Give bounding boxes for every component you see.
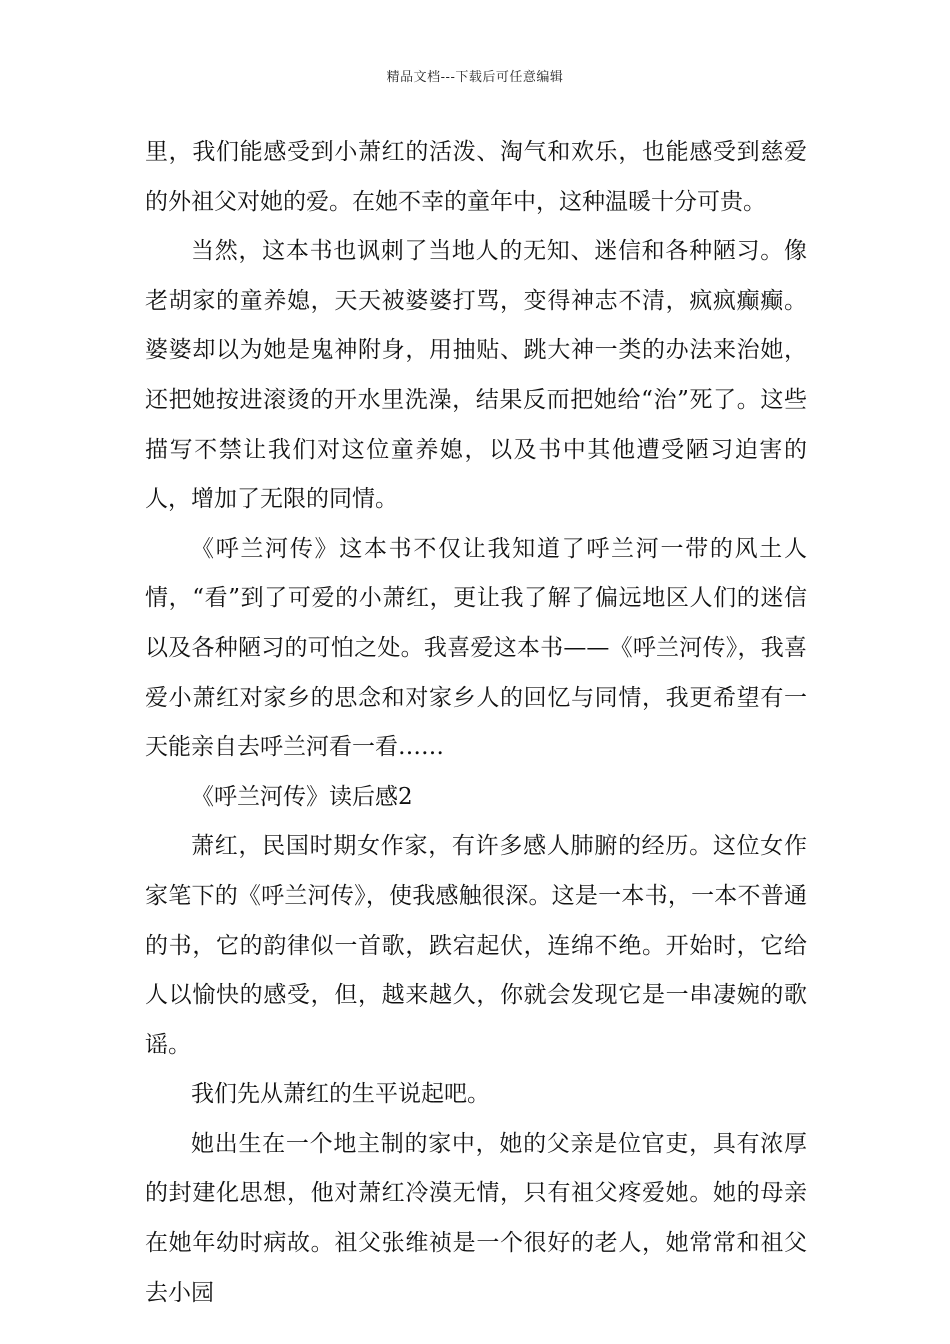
paragraph: 萧红，民国时期女作家，有许多感人肺腑的经历。这位女作家笔下的《呼兰河传》，使我感触很深。这是一本书，一本不普通的书，它的韵律似一首歌，跌宕起伏，连绵不绝。开始时，它给人以愉快的感受，但，越来越久，你就会发现它是一串凄婉的歌谣。 [145, 833, 807, 1058]
paragraph: 她出生在一个地主制的家中，她的父亲是位官吏，具有浓厚的封建化思想，他对萧红冷漠无情，只有祖父疼爱她。她的母亲在她年幼时病故。祖父张维祯是一个很好的老人，她常常和祖父去小园 [145, 1130, 807, 1306]
paragraph: 我们先从萧红的生平说起吧。 [191, 1081, 490, 1108]
paragraph-continuation: 里，我们能感受到小萧红的活泼、淘气和欢乐，也能感受到慈爱的外祖父对她的爱。在她不幸的童年中，这种温暖十分可贵。 [145, 139, 807, 215]
document-body [145, 128, 807, 1318]
section-title: 《呼兰河传》读后感2 [191, 783, 413, 810]
page-header: 精品文档---下载后可任意编辑 [386, 70, 564, 85]
paragraph: 《呼兰河传》这本书不仅让我知道了呼兰河一带的风土人情，“看”到了可爱的小萧红，更让我了解了偏远地区人们的迷信以及各种陋习的可怕之处。我喜爱这本书——《呼兰河传》，我喜爱小萧红对家乡的思念和对家乡人的回忆与同情，我更希望有一天能亲自去呼兰河看一看…… [145, 535, 807, 761]
paragraph: 当然，这本书也讽刺了当地人的无知、迷信和各种陋习。像老胡家的童养媳，天天被婆婆打骂，变得神志不清，疯疯癫癫。婆婆却以为她是鬼神附身，用抽贴、跳大神一类的办法来治她，还把她按进滚烫的开水里洗澡，结果反而把她给“治”死了。这些描写不禁让我们对这位童养媳，以及书中其他遭受陋习迫害的人，增加了无限的同情。 [145, 238, 807, 513]
